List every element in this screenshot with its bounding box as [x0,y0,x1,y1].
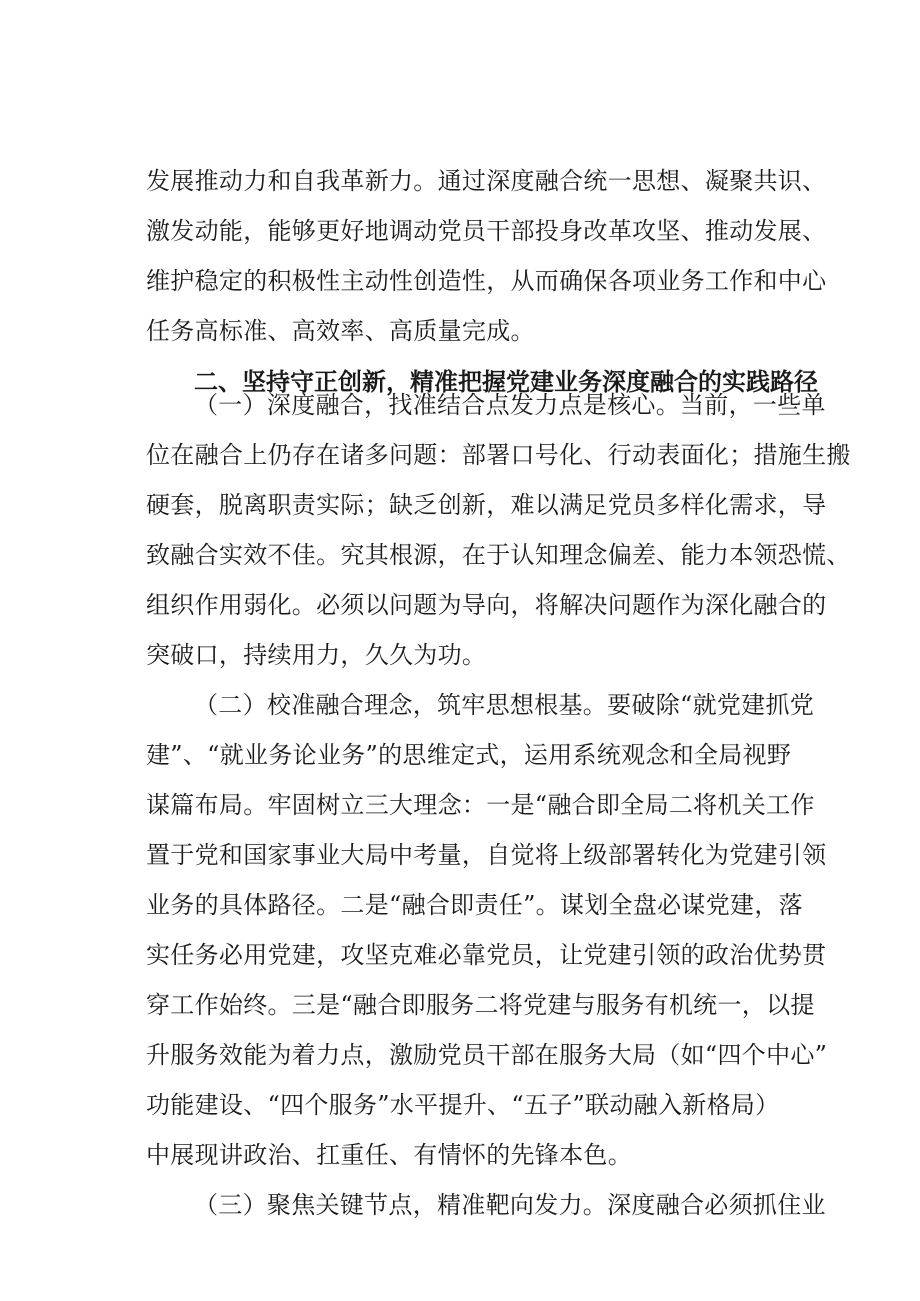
text-line: 升服务效能为着力点，激励党员干部在服务大局（如“四个中心” [146,1041,828,1069]
text-line: 任务高标准、高效率、高质量完成。 [146,317,535,345]
paragraph-first-line: （二）校准融合理念，筑牢思想根基。要破除“就党建抓党 [194,691,815,719]
text-line: 建”、“就业务论业务”的思维定式，运用系统观念和全局视野 [146,741,792,769]
text-line: 激发动能，能够更好地调动党员干部投身改革攻坚、推动发展、 [146,217,827,245]
text-line: 突破口，持续用力，久久为功。 [146,641,487,669]
text-line: 位在融合上仍存在诸多问题：部署口号化、行动表面化；措施生搬 [146,441,851,469]
text-line: 硬套，脱离职责实际；缺乏创新，难以满足党员多样化需求，导 [146,491,827,519]
paragraph-first-line: （一）深度融合，找准结合点发力点是核心。当前，一些单 [194,391,826,419]
text-line: 实任务必用党建，攻坚克难必靠党员，让党建引领的政治优势贯 [146,941,827,969]
paragraph-first-line: （三）聚焦关键节点，精准靶向发力。深度融合必须抓住业 [194,1191,826,1219]
text-line: 业务的具体路径。二是“融合即责任”。谋划全盘必谋党建，落 [146,891,803,919]
text-line: 维护稳定的积极性主动性创造性，从而确保各项业务工作和中心 [146,267,827,295]
section-heading: 二、坚持守正创新，精准把握党建业务深度融合的实践路径 [194,368,818,396]
text-line: 中展现讲政治、扛重任、有情怀的先锋本色。 [146,1141,632,1169]
text-line: 谋篇布局。牢固树立三大理念：一是“融合即全局二将机关工作 [146,791,815,819]
text-line: 功能建设、“四个服务”水平提升、“五子”联动融入新格局） [146,1091,780,1119]
text-line: 组织作用弱化。必须以问题为导向，将解决问题作为深化融合的 [146,591,827,619]
text-line: 穿工作始终。三是“融合即服务二将党建与服务有机统一，以提 [146,991,815,1019]
text-line: 置于党和国家事业大局中考量，自觉将上级部署转化为党建引领 [146,841,827,869]
text-line: 发展推动力和自我革新力。通过深度融合统一思想、凝聚共识、 [146,167,827,195]
text-line: 致融合实效不佳。究其根源，在于认知理念偏差、能力本领恐慌、 [146,541,851,569]
